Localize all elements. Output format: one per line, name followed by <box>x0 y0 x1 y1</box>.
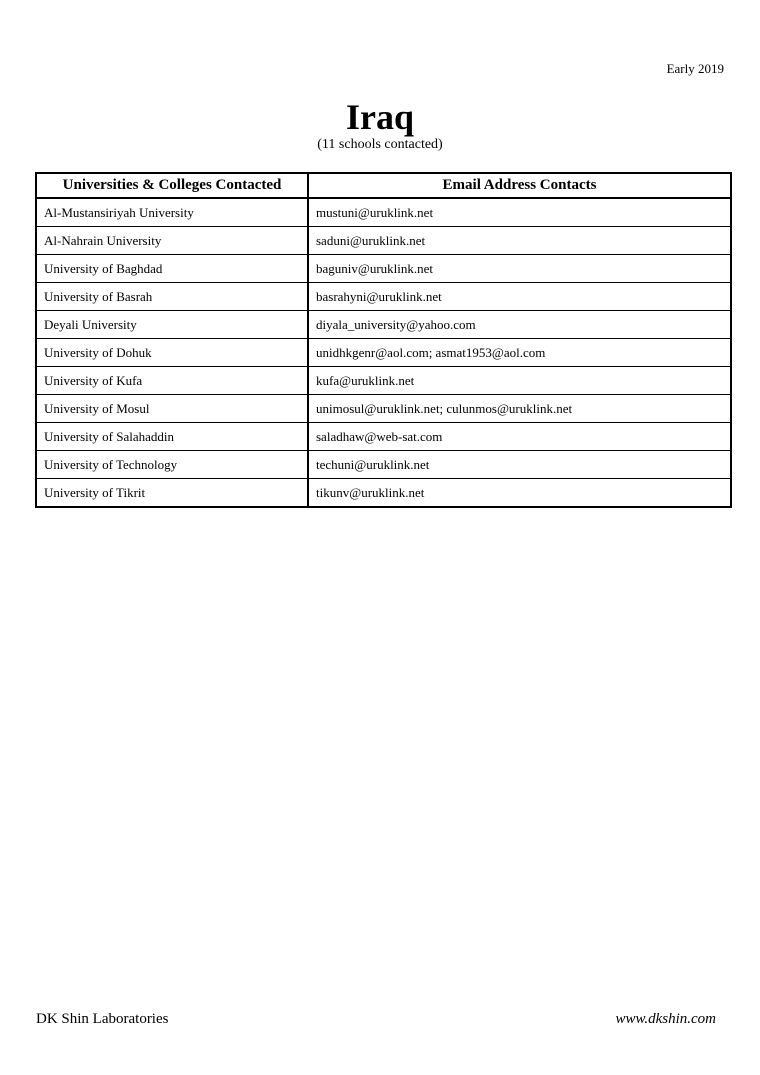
email-address: unimosul@uruklink.net; culunmos@uruklink.net <box>308 395 731 423</box>
table-row <box>36 227 731 255</box>
table-header-row <box>36 173 731 198</box>
email-address: techuni@uruklink.net <box>308 451 731 479</box>
table-row <box>36 339 731 367</box>
table-row <box>36 255 731 283</box>
table-row <box>36 283 731 311</box>
column-header-institution: Universities & Colleges Contacted <box>36 173 308 198</box>
email-address: diyala_university@yahoo.com <box>308 311 731 339</box>
institution-name: University of Technology <box>36 451 308 479</box>
table-row <box>36 423 731 451</box>
email-address: basrahyni@uruklink.net <box>308 283 731 311</box>
institution-name: University of Kufa <box>36 367 308 395</box>
page-subtitle: (11 schools contacted) <box>317 137 443 152</box>
table-row <box>36 451 731 479</box>
table-row <box>36 198 731 227</box>
institution-name: Deyali University <box>36 311 308 339</box>
table-row <box>36 395 731 423</box>
contacts-table <box>35 172 732 508</box>
table-row <box>36 311 731 339</box>
institution-name: Al-Nahrain University <box>36 227 308 255</box>
institution-name: University of Dohuk <box>36 339 308 367</box>
email-address: tikunv@uruklink.net <box>308 479 731 508</box>
institution-name: University of Salahaddin <box>36 423 308 451</box>
document-date: Early 2019 <box>666 61 724 76</box>
email-address: baguniv@uruklink.net <box>308 255 731 283</box>
email-address: unidhkgenr@aol.com; asmat1953@aol.com <box>308 339 731 367</box>
email-address: mustuni@uruklink.net <box>308 198 731 227</box>
institution-name: University of Baghdad <box>36 255 308 283</box>
footer-website: www.dkshin.com <box>615 1011 716 1027</box>
institution-name: University of Tikrit <box>36 479 308 508</box>
email-address: saduni@uruklink.net <box>308 227 731 255</box>
table-row <box>36 367 731 395</box>
column-header-email: Email Address Contacts <box>308 173 731 198</box>
institution-name: University of Basrah <box>36 283 308 311</box>
institution-name: University of Mosul <box>36 395 308 423</box>
page-title: Iraq <box>345 97 414 137</box>
footer-organization: DK Shin Laboratories <box>36 1011 169 1027</box>
table-row <box>36 479 731 508</box>
email-address: saladhaw@web-sat.com <box>308 423 731 451</box>
institution-name: Al-Mustansiriyah University <box>36 198 308 227</box>
email-address: kufa@uruklink.net <box>308 367 731 395</box>
